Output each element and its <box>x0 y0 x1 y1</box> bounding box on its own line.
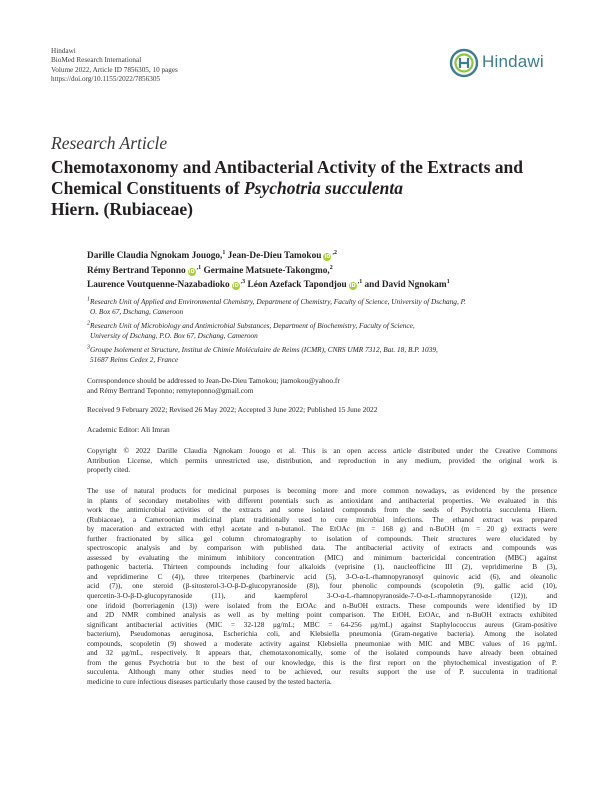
author-name: Léon Azefack Tapondjou <box>247 280 347 291</box>
abstract-line: and 2D NMR combined analysis as well as by melting point comparison. The EtOH, EtOAc, and n-BuOH extracts exhibited <box>87 610 557 620</box>
abstract-line: and vepridimerine C (4)), three triterpenes (barbinervic acid (5), 3-O-α-L-rhamnopyranosyl quinovic acid (6), and oleanolic <box>87 571 557 581</box>
author-name: and David Ngnokam <box>364 280 447 291</box>
article-title <box>51 157 551 220</box>
author-line: Darille Claudia Ngnokam Jouogo,$^1$ Jean-De-Dieu Tamokou $iD^{,2}$ <box>87 249 337 261</box>
abstract-line: acid (7)), one steroid (β-sitosterol-3-O-β-D-glucopyranoside (8)), four phenolic compounds (scopoletin (9), gallic acid (10), <box>87 581 557 591</box>
abstract-line: succulenta. Although many other studies need to be achieved, our results support the use of P. succulenta in traditional <box>87 667 557 677</box>
hindawi-logo-icon <box>449 48 479 78</box>
abstract-line: spectroscopic analysis and by comparison with published data. The antibacterial activity of extracts and compounds was <box>87 543 557 553</box>
author-name: Germaine Matsuete-Takongmo, <box>203 265 330 276</box>
abstract-line: and 32 μg/mL, respectively. It appears that, chemotaxonomically, some of the isolated compounds have already been obtained <box>87 648 557 658</box>
author-list <box>87 249 557 293</box>
abstract-line: further fractionated by silica gel column chromatography to isolation of compounds. Their structures were elucidated by <box>87 533 557 543</box>
author-name: Darille Claudia Ngnokam Jouogo, <box>87 251 223 261</box>
copyright-notice: Copyright © 2022 Darille Claudia Ngnokam Jouogo et al. This is an open access article distributed under the Creative Commons Attribution License, which permits unrestricted use, distribution, and reproduction in any medium, provided the original work is properly cited. <box>87 446 557 475</box>
orcid-icon[interactable]: iD <box>232 283 239 290</box>
title-line-3: Hiern. (Rubiaceae) <box>51 199 193 219</box>
article-type: Research Article <box>51 133 168 153</box>
abstract-line: compounds, scopoletin (9) showed a moderate activity against Klebsiella pneumoniae with MIC and MBC values of 16 μg/mL <box>87 638 557 648</box>
title-species-name: Psychotria succulenta <box>243 178 403 198</box>
abstract-line: significant antibacterial activities (MIC = 32-128 μg/mL; MBC = 64-256 μg/mL) against Staphylococcus aureus (Gram-positive <box>87 619 557 629</box>
affiliation-2: $^2$Research Unit of Microbiology and Antimicrobial Substances, Department of Biochemistry, Faculty of Science, University of Dschang, P.O. Box 67, Dschang, Cameroon <box>87 320 415 340</box>
academic-editor: Academic Editor: Ali Imran <box>87 425 170 434</box>
correspondence-line: and Rémy Bertrand Teponno; remyteponno@gmail.com <box>87 385 254 395</box>
publisher-name: Hindawi <box>51 47 76 55</box>
affiliation-1: $^1$Research Unit of Applied and Environmental Chemistry, Department of Chemistry, Faculty of Science, University of Dschang, P. O. Box 67, Dschang, Cameroon <box>87 296 466 316</box>
abstract-line: by maceration and extracted with ethyl acetate and n-butanol. The EtOAc (m = 168 g) and n-BuOH (m = 20 g) extracts were <box>87 524 557 534</box>
orcid-icon[interactable]: iD <box>188 268 195 275</box>
affiliation-3: $^3$Groupe Isolement et Structure, Institut de Chimie Moléculaire de Reims (ICMR), CNRS UMR 7312, Bat. 18, B.P. 1039, 51687 Reims Cedex 2, France <box>87 344 438 364</box>
author-name: Laurence Voutquenne-Nazabadioko <box>87 280 230 291</box>
volume-info: Volume 2022, Article ID 7856305, 10 pages <box>51 65 178 74</box>
journal-name: BioMed Research International <box>51 56 142 65</box>
author-name: Rémy Bertrand Teponno <box>87 265 186 276</box>
abstract-line: bacterium), Pseudomonas aeruginosa, Escherichia coli, and Klebsiella pneumonia (Gram-negative bacteria). Among the isolated <box>87 629 557 639</box>
abstract-line: The use of natural products for medicinal purposes is becoming more and more common nowadays, as evidenced by the presence <box>87 486 557 495</box>
correspondence-line: Correspondence should be addressed to Jean-De-Dieu Tamokou; jtamokou@yahoo.fr <box>87 376 340 385</box>
abstract-line: assessed by evaluating the minimum inhibitory concentration (MIC) and minimum bactericidal concentration (MBC) against <box>87 552 557 562</box>
abstract <box>87 486 557 686</box>
abstract-line: in plants of secondary metabolites with different potentials such as antioxidant and antibacterial properties. We evaluated in this <box>87 495 557 505</box>
doi-link[interactable]: https://doi.org/10.1155/2022/7856305 <box>51 74 161 83</box>
author-line: Laurence Voutquenne-Nazabadioko $iD^{,3}$ Léon Azefack Tapondjou $iD^{,1}$ and David Ngnokam$^1$ <box>87 279 450 291</box>
abstract-line: pathogenic bacteria. Thirteen compounds including four alkaloids (veprisine (1), naucleofficine III (2), vepridimerine B (3), <box>87 562 557 572</box>
orcid-icon[interactable]: iD <box>324 254 331 260</box>
orcid-icon[interactable]: iD <box>349 283 356 290</box>
abstract-line: quercetin-3-O-β-D-glucopyranoside (11), and kaempferol 3-O-α-L-rhamnopyranoside-7-O-α-L-rhamnopyranoside (12)), and <box>87 591 557 601</box>
title-line-1: Chemotaxonomy and Antibacterial Activity of the Extracts and <box>51 157 523 177</box>
abstract-line: (Rubiaceae), a Cameroonian medicinal plant traditionally used to cure microbial infections. The ethanol extract was prepared <box>87 514 557 524</box>
journal-header <box>51 47 178 84</box>
publication-dates: Received 9 February 2022; Revised 26 May 2022; Accepted 3 June 2022; Published 15 June 2022 <box>87 405 378 414</box>
abstract-line: work the antimicrobial activities of the extracts and some isolated compounds from the seeds of Psychotria succulenta Hiern. <box>87 505 557 515</box>
abstract-line: from the genus Psychotria but to the best of our knowledge, this is the first report on the phytochemical investigation of P. <box>87 657 557 667</box>
hindawi-logo <box>449 48 555 82</box>
author-name: Jean-De-Dieu Tamokou <box>227 251 322 261</box>
abstract-line: one iridoid (borreriagenin (13)) were isolated from the EtOAc and n-BuOH extracts. These compounds were identified by 1D <box>87 600 557 610</box>
correspondence <box>87 376 557 395</box>
author-line: Rémy Bertrand Teponno $iD^{,1}$ Germaine Matsuete-Takongmo,$^2$ <box>87 264 333 276</box>
abstract-line: medicine to cure infectious diseases particularly those caused by the tested bacteria. <box>87 676 332 686</box>
logo-wordmark: Hindawi <box>482 52 544 71</box>
title-line-2: Chemical Constituents of Psychotria succulenta <box>51 178 403 198</box>
